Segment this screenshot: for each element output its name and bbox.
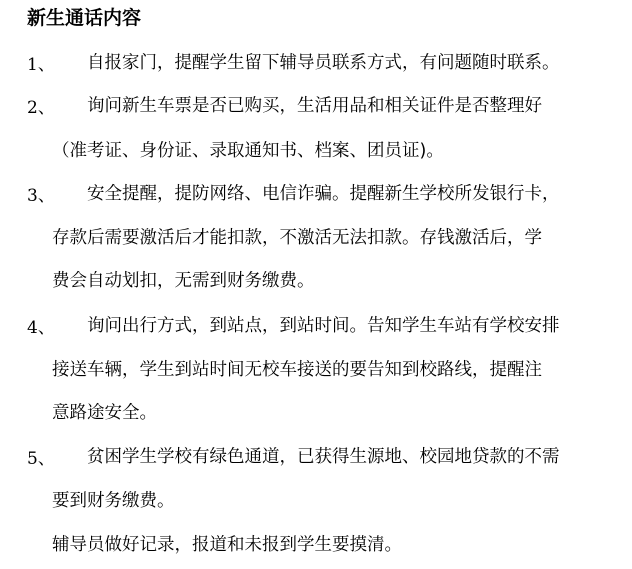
item-4-line-1: 询问出行方式，到站点，到站时间。告知学生车站有学校安排: [87, 316, 560, 336]
item-number-1: 1、: [27, 55, 55, 75]
item-3-line-3: 费会自动划扣，无需到财务缴费。: [52, 271, 315, 291]
item-2-line-1: 询问新生车票是否已购买，生活用品和相关证件是否整理好: [87, 96, 542, 116]
item-3-line-1: 安全提醒，提防网络、电信诈骗。提醒新生学校所发银行卡，: [87, 184, 560, 204]
item-number-4: 4、: [27, 318, 55, 338]
item-number-5: 5、: [27, 449, 55, 469]
item-1-line-1: 自报家门，提醒学生留下辅导员联系方式，有问题随时联系。: [87, 53, 560, 73]
item-4-line-3: 意路途安全。: [52, 403, 157, 423]
item-3-line-2: 存款后需要激活后才能扣款，不激活无法扣款。存钱激活后，学: [52, 228, 542, 248]
item-number-3: 3、: [27, 186, 55, 206]
item-2-line-2: （准考证、身份证、录取通知书、档案、团员证)。: [52, 141, 444, 161]
item-5-line-1: 贫困学生学校有绿色通道，已获得生源地、校园地贷款的不需: [87, 447, 560, 467]
item-5-line-2: 要到财务缴费。: [52, 491, 175, 511]
document-title: 新生通话内容: [27, 7, 142, 29]
item-4-line-2: 接送车辆，学生到站时间无校车接送的要告知到校路线，提醒注: [52, 360, 542, 380]
item-number-2: 2、: [27, 98, 55, 118]
closing-note: 辅导员做好记录，报道和未报到学生要摸清。: [52, 535, 402, 555]
